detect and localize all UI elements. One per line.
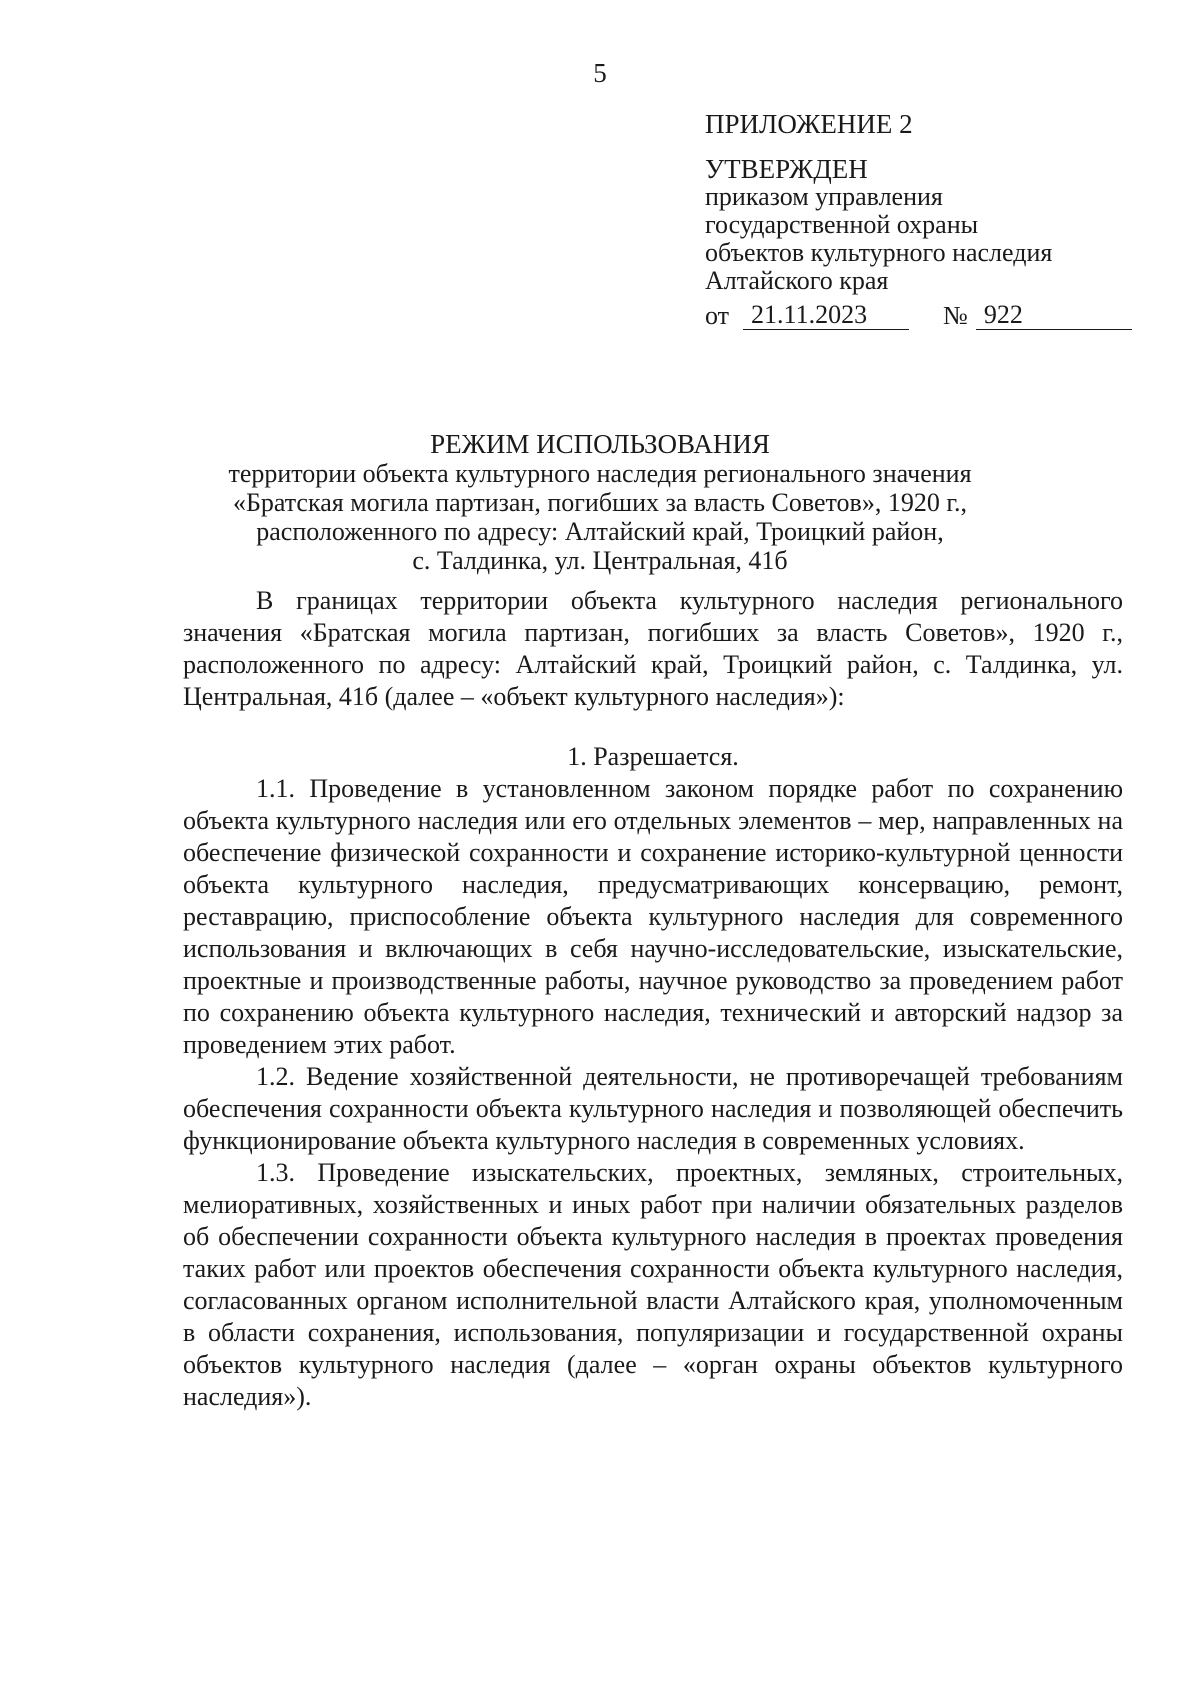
order-date: 21.11.2023 xyxy=(743,301,909,330)
order-line: Алтайского края xyxy=(705,266,889,295)
regime-subtitle-line: «Братская могила партизан, погибших за власть Советов», 1920 г., xyxy=(232,488,968,517)
approved-label: УТВЕРЖДЕН xyxy=(705,154,868,184)
regime-subtitle-line: расположенного по адресу: Алтайский край, Троицкий район, xyxy=(256,517,944,546)
section-title: 1. Разрешается. xyxy=(567,742,739,771)
clause-1-2: 1.2. Ведение хозяйственной деятельности, не противоречащей требованиям обеспечения сохранности объекта культурного наследия и позволяющей обеспечить функционирование объекта культурного наследия в современных условиях. xyxy=(183,1062,1123,1155)
number-prefix: № xyxy=(943,301,968,330)
regime-subtitle-line: с. Талдинка, ул. Центральная, 41б xyxy=(412,546,788,575)
intro-paragraph: В границах территории объекта культурного наследия регионального значения «Братская могила партизан, погибших за власть Советов», 1920 г., расположенного по адресу: Алтайский край, Троицкий район, с. Талдинка, ул. Центральная, 41б (далее – «объект культурного наследия»): xyxy=(183,586,1123,711)
appendix-title: ПРИЛОЖЕНИЕ 2 xyxy=(705,109,913,139)
regime-heading: РЕЖИМ ИСПОЛЬЗОВАНИЯ xyxy=(430,429,770,459)
date-number-row xyxy=(705,301,1132,330)
regime-subtitle-line: территории объекта культурного наследия регионального значения xyxy=(228,459,972,488)
order-number: 922 xyxy=(976,301,1132,330)
order-line: приказом управления xyxy=(705,182,943,211)
order-line: государственной охраны xyxy=(705,210,979,239)
approval-block xyxy=(705,110,1132,330)
regime-title-block xyxy=(0,430,1200,575)
clause-1-3: 1.3. Проведение изыскательских, проектных, земляных, строительных, мелиоративных, хозяйственных и иных работ при наличии обязательных разделов об обеспечении сохранности объекта культурного наследия в проектах проведения таких работ или проектов обеспечения сохранности объекта культурного наследия, согласованных органом исполнительной власти Алтайского края, уполномоченным в области сохранения, использования, популяризации и государственной охраны объектов культурного наследия (далее – «орган охраны объектов культурного наследия»). xyxy=(183,1158,1123,1411)
clause-1-1: 1.1. Проведение в установленном законом порядке работ по сохранению объекта культурного наследия или его отдельных элементов – мер, направленных на обеспечение физической сохранности и сохранение историко-культурной ценности объекта культурного наследия, предусматривающих консервацию, ремонт, реставрацию, приспособление объекта культурного наследия для современного использования и включающих в себя научно-исследовательские, изыскательские, проектные и производственные работы, научное руководство за проведением работ по сохранению объекта культурного наследия, технический и авторский надзор за проведением этих работ. xyxy=(183,774,1123,1059)
date-prefix: от xyxy=(705,301,730,330)
document-body xyxy=(183,585,1123,1413)
page-number: 5 xyxy=(593,58,607,88)
order-line: объектов культурного наследия xyxy=(705,238,1053,267)
